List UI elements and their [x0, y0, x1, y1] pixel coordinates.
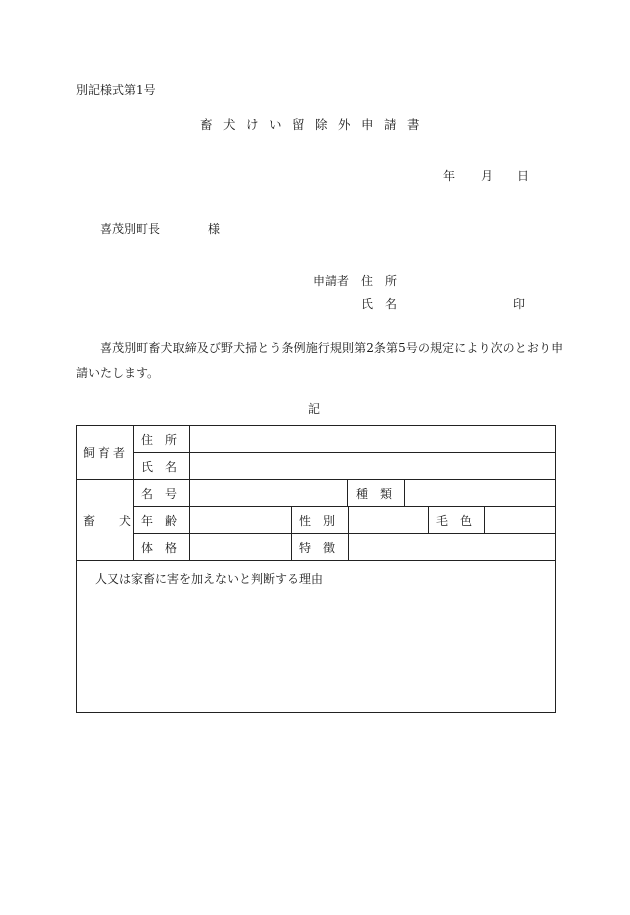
table-rule: [133, 452, 555, 453]
applicant-label: 申請者: [313, 274, 350, 288]
table-rule: [77, 560, 555, 561]
build-label: 体 格: [141, 541, 178, 555]
coat-color-label: 毛 色: [436, 514, 473, 528]
application-form-table: [76, 425, 556, 713]
date-month-label: 月: [481, 169, 494, 183]
owner-address-label: 住 所: [141, 433, 178, 447]
body-text-line-2: 請いたします。: [76, 366, 160, 380]
applicant-name-label: 氏 名: [361, 297, 398, 311]
addressee-honorific: 様: [208, 222, 221, 236]
table-rule: [291, 506, 292, 560]
age-label: 年 齢: [141, 514, 178, 528]
form-number: 別記様式第1号: [76, 83, 156, 97]
table-rule: [189, 426, 190, 560]
body-text-line-1: 喜茂別町畜犬取締及び野犬掃とう条例施行規則第2条第5号の規定により次のとおり申: [100, 341, 564, 355]
table-rule: [77, 479, 555, 480]
date-day-label: 日: [517, 169, 530, 183]
breed-label: 種 類: [356, 487, 393, 501]
owner-label: 飼育者: [83, 446, 129, 460]
sex-label: 性 別: [299, 514, 336, 528]
table-rule: [404, 479, 405, 506]
addressee-name: 喜茂別町長: [100, 222, 161, 236]
owner-name-label: 氏 名: [141, 460, 178, 474]
table-rule: [428, 506, 429, 533]
table-rule: [347, 479, 348, 506]
date-year-label: 年: [443, 169, 456, 183]
table-rule: [484, 506, 485, 533]
table-rule: [133, 506, 555, 507]
document-title: 畜犬けい留除外申請書: [200, 117, 431, 132]
ki-heading: 記: [308, 402, 321, 416]
table-rule: [348, 506, 349, 560]
features-label: 特 徴: [299, 541, 336, 555]
reason-label: 人又は家畜に害を加えないと判断する理由: [95, 572, 324, 586]
dog-name-label: 名 号: [141, 487, 178, 501]
seal-label: 印: [513, 297, 526, 311]
dog-label: 畜 犬: [83, 514, 138, 528]
table-rule: [133, 533, 555, 534]
table-rule: [133, 426, 134, 560]
applicant-address-label: 住 所: [361, 274, 398, 288]
